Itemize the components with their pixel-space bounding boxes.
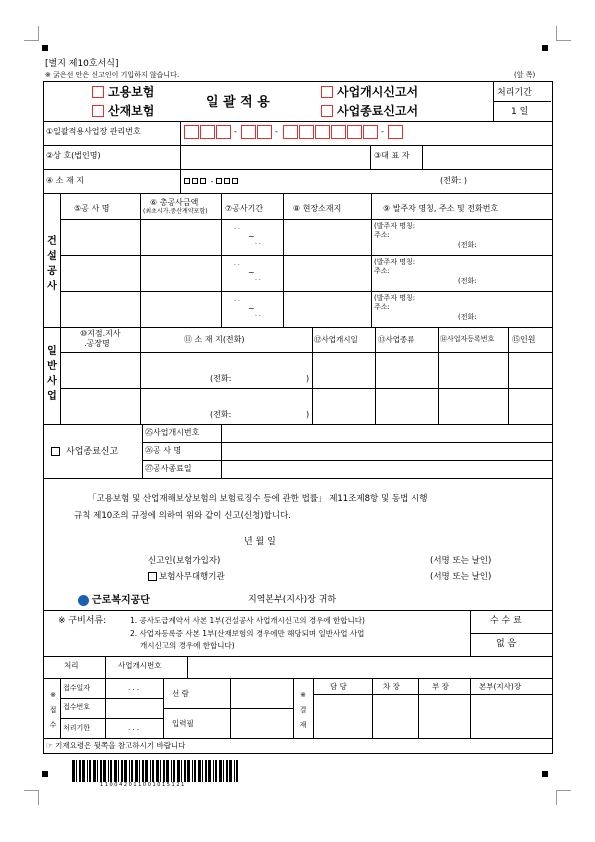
barcode-bar [103, 760, 106, 782]
barcode-bar [76, 760, 77, 782]
period-tilde-2: ~ [248, 268, 255, 277]
barcode [72, 760, 240, 782]
col-location: ⑪ 소 재 지(전화) [184, 335, 245, 344]
period-label: 처리기간 [497, 88, 532, 98]
barcode-bar [215, 760, 217, 782]
deadline-dots: . . . [128, 724, 140, 732]
barcode-bar [114, 760, 117, 782]
barcode-bar [171, 760, 172, 782]
termination-end-date: ㉗공사종료일 [145, 464, 192, 473]
barcode-bar [72, 760, 75, 782]
barcode-bar [166, 760, 169, 782]
orderer-name-3: (발주자 명칭: [374, 294, 416, 302]
col-total-cost: ⑥ 총공사금액 [150, 198, 199, 207]
orderer-name-1: (발주자 명칭: [374, 222, 416, 230]
applicant-sign: (서명 또는 날인) [430, 556, 492, 566]
barcode-bar [129, 760, 130, 782]
termination-checkbox[interactable] [51, 447, 60, 456]
approval-side-label: ※결재 [299, 691, 307, 729]
receipt-side-label: ※접수 [49, 691, 57, 729]
fee-label: 수 수 료 [490, 616, 522, 626]
mgmt-digit-4[interactable] [241, 125, 256, 139]
industrial-insurance-checkbox[interactable] [92, 105, 104, 117]
crop-mark-bottom-right [556, 790, 571, 805]
fee-value: 없 음 [496, 639, 517, 649]
barcode-bar [100, 760, 102, 782]
agent-sign: (서명 또는 날인) [430, 572, 492, 582]
barcode-bar [181, 760, 182, 782]
barcode-bar [93, 760, 96, 782]
orderer-phone-1: (전화: [458, 241, 477, 249]
end-report-label: 사업종료신고서 [337, 104, 419, 118]
documents-item1: 1. 공사도급계약서 사본 1부(건설공사 사업개시신고의 경우에 한합니다) [130, 616, 365, 625]
barcode-bar [79, 760, 81, 782]
agency-office: 지역본부(지사)장 귀하 [248, 595, 337, 605]
footer-note: ☞ 기재요령은 뒷쪽을 참고하시기 바랍니다 [46, 741, 186, 750]
barcode-bar [145, 760, 148, 782]
documents-item2: 2. 사업자등록증 사본 1부(산재보험의 경우에만 해당되며 일반사업 사업 [130, 629, 365, 638]
barcode-bar [226, 760, 228, 782]
period-tilde-1: ~ [248, 232, 255, 241]
approval-manager: 부 장 [432, 682, 449, 691]
agency-name: 근로복지공단 [92, 595, 150, 606]
declaration-line2: 규칙 제10조의 규정에 의하여 위와 같이 신고(신청)합니다. [74, 511, 292, 521]
barcode-bar [223, 760, 224, 782]
handler-label: 입력필 [172, 719, 194, 728]
barcode-bar [152, 760, 154, 782]
start-report-checkbox[interactable] [321, 86, 333, 98]
barcode-bar [219, 760, 222, 782]
address-phone: (전화: ) [440, 176, 467, 185]
deadline-label: 처리기한 [63, 724, 91, 732]
declaration-date: 년 월 일 [244, 537, 276, 547]
orderer-name-2: (발주자 명칭: [374, 258, 416, 266]
barcode-bar [229, 760, 232, 782]
orderer-phone-3: (전화: [458, 313, 477, 321]
barcode-bar [135, 760, 138, 782]
barcode-bar [108, 760, 109, 782]
col-start-date: ⑫사업개시일 [314, 335, 358, 344]
barcode-bar [173, 760, 175, 782]
barcode-bar [234, 760, 235, 782]
crop-mark-top-left [24, 26, 39, 41]
barcode-bar [187, 760, 190, 782]
barcode-bar [177, 760, 180, 782]
form-frame [43, 81, 553, 754]
barcode-bar [163, 760, 165, 782]
documents-label: ※ 구비서류: [58, 616, 107, 626]
col-period: ⑦공사기간 [225, 204, 264, 213]
approval-staff: 담 당 [330, 682, 347, 691]
agent-label: 보험사무대행기관 [159, 572, 225, 582]
barcode-bar [184, 760, 186, 782]
mgmt-digit-10[interactable] [347, 125, 362, 139]
form-label: [별지 제10호서식] [45, 59, 119, 69]
kcomwel-logo-icon [78, 595, 89, 606]
mgmt-digit-9[interactable] [331, 125, 346, 139]
mgmt-digit-1[interactable] [184, 125, 199, 139]
declaration-line1: 「고용보험 및 산업재해보상보험의 보험료징수 등에 관한 법률」 제11조제8항 및 동법 시행 [88, 494, 428, 504]
barcode-bar [202, 760, 203, 782]
employment-insurance-checkbox[interactable] [92, 86, 104, 98]
period-value: 1 일 [511, 107, 529, 117]
termination-label: 사업종료신고 [66, 447, 119, 457]
registration-mark-top-left [42, 45, 48, 51]
registration-mark-bottom-right [542, 771, 548, 777]
barcode-bar [236, 760, 238, 782]
barcode-bar [110, 760, 112, 782]
barcode-bar [198, 760, 201, 782]
postal-code-boxes[interactable]: - [184, 178, 240, 186]
general-section-label: 일반사업 [47, 346, 57, 402]
mgmt-digit-7[interactable] [299, 125, 314, 139]
barcode-bar [139, 760, 140, 782]
barcode-bar [208, 760, 211, 782]
mgmt-digit-5[interactable] [257, 125, 272, 139]
orderer-addr-3: 주소: [374, 303, 390, 311]
col-branch-2: .공장명 [84, 339, 110, 348]
receipt-date-dots: . . . [128, 684, 140, 692]
processing-number: 사업개시번호 [118, 661, 162, 670]
col-total-cost-note: (최초시가.중산계약포함) [143, 208, 208, 215]
col-registration: ⑭사업자등록번호 [440, 335, 495, 343]
construction-section-label: 건설공사 [47, 236, 57, 292]
termination-start-number: ㉕사업개시번호 [145, 428, 200, 437]
barcode-bar [142, 760, 144, 782]
orderer-phone-2: (전화: [458, 277, 477, 285]
col-branch: ⑩지점.지사 [80, 329, 121, 338]
termination-project-name: ㉖공 사 명 [145, 446, 182, 455]
barcode-bar [124, 760, 127, 782]
orderer-addr-1: 주소: [374, 231, 390, 239]
barcode-bar [121, 760, 123, 782]
barcode-bar [131, 760, 133, 782]
mgmt-digit-12[interactable] [388, 125, 403, 139]
mgmt-digit-2[interactable] [200, 125, 215, 139]
agent-checkbox[interactable] [148, 572, 157, 581]
barcode-bar [89, 760, 91, 782]
barcode-bar [118, 760, 119, 782]
mgmt-digit-11[interactable] [363, 125, 378, 139]
review-label: 선 람 [172, 689, 189, 698]
barcode-number: 1 1 0 0 4 2 0 1 1 0 0 1 0 1 5 1 2 1 [100, 782, 185, 788]
crop-mark-bottom-left [24, 790, 39, 805]
barcode-bar [156, 760, 159, 782]
end-report-checkbox[interactable] [321, 105, 333, 117]
barcode-bar [160, 760, 161, 782]
receipt-no-label: 접수번호 [63, 703, 91, 711]
barcode-bar [192, 760, 193, 782]
col-headcount: ⑮인원 [512, 335, 536, 344]
processing-label: 처리 [64, 661, 79, 670]
general-phone-2: (전화: [210, 410, 232, 419]
approval-deputy: 차 장 [383, 682, 400, 691]
management-number-label: ①일괄적용사업장 관리번호 [46, 127, 141, 136]
barcode-bar [205, 760, 207, 782]
address-label: ④ 소 재 지 [46, 176, 84, 185]
col-project-name: ⑤공 사 명 [74, 204, 110, 213]
orderer-addr-2: 주소: [374, 267, 390, 275]
general-phone-1: (전화: [210, 374, 232, 383]
barcode-bar [194, 760, 196, 782]
barcode-bar [213, 760, 214, 782]
mgmt-digit-8[interactable] [315, 125, 330, 139]
representative-label: ③대 표 자 [374, 151, 410, 160]
mgmt-digit-3[interactable] [216, 125, 231, 139]
barcode-bar [82, 760, 85, 782]
col-orderer: ⑨ 발주자 명칭, 주소 및 전화번호 [383, 204, 499, 213]
barcode-bar [87, 760, 88, 782]
period-tilde-3: ~ [248, 304, 255, 313]
industrial-insurance-label: 산재보험 [108, 104, 155, 118]
approval-director: 본부(지사)장 [479, 682, 522, 691]
registration-mark-bottom-left [42, 771, 48, 777]
page-side: (앞 쪽) [514, 71, 536, 79]
documents-item2b: 개시신고의 경우에 한합니다) [140, 641, 235, 650]
col-business-type: ⑬사업종류 [378, 335, 415, 344]
form-note: ※ 굵은선 안은 신고인이 기입하지 않습니다. [45, 71, 180, 79]
applicant-label: 신고인(보험가입자) [148, 556, 221, 566]
employment-insurance-label: 고용보험 [108, 85, 155, 99]
business-name-label: ②상 호(법인명) [46, 151, 101, 160]
col-site: ⑧ 현장소재지 [293, 204, 342, 213]
mgmt-digit-6[interactable] [283, 125, 298, 139]
barcode-bar [150, 760, 151, 782]
receipt-date-label: 접수일자 [63, 684, 91, 692]
registration-mark-top-right [542, 45, 548, 51]
start-report-label: 사업개시신고서 [337, 85, 419, 99]
crop-mark-top-right [556, 26, 571, 41]
barcode-bar [97, 760, 98, 782]
center-title: 일 괄 적 용 [206, 95, 270, 110]
